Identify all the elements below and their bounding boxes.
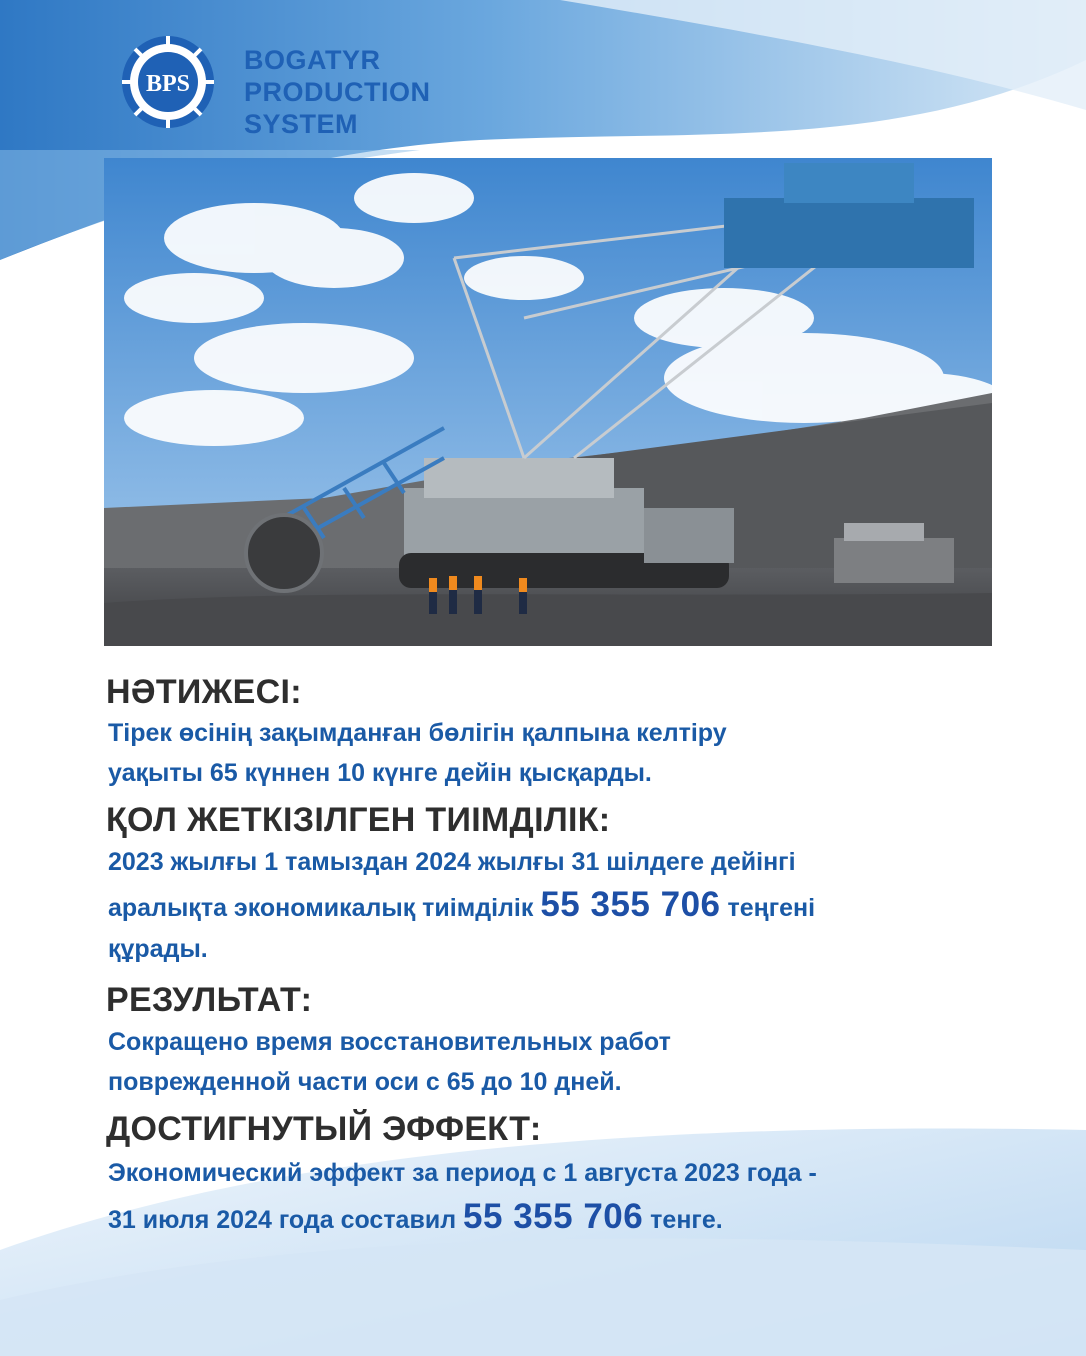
kz-effect-line-1: 2023 жылғы 1 тамыздан 2024 жылғы 31 шілдеге дейінгі [108, 848, 796, 876]
ru-effect-line-1: Экономический эффект за период с 1 августа 2023 года - [108, 1159, 817, 1187]
ru-effect-line-2-post: тенге. [650, 1206, 723, 1234]
kz-result-heading: НӘТИЖЕСІ: [106, 673, 302, 711]
logo-letters: BPS [145, 71, 191, 97]
kz-effect-heading: ҚОЛ ЖЕТКІЗІЛГЕН ТИІМДІЛІК: [106, 801, 611, 839]
ru-effect-line-2 [108, 1197, 723, 1237]
ru-result-line-2: поврежденной части оси с 65 до 10 дней. [108, 1068, 622, 1096]
bps-logo-icon [118, 32, 218, 132]
ru-effect-amount: 55 355 706 [463, 1197, 644, 1236]
ru-result-line-1: Сокращено время восстановительных работ [108, 1028, 671, 1056]
brand-line-3: SYSTEM [244, 109, 359, 139]
kz-effect-amount: 55 355 706 [540, 885, 721, 924]
kz-result-line-2: уақыты 65 күннен 10 күнге дейін қысқарды. [108, 759, 652, 787]
brand-name [244, 44, 431, 140]
excavator-photo [104, 158, 992, 646]
brand-line-2: PRODUCTION [244, 77, 431, 107]
kz-effect-line-2-post: теңгені [727, 894, 816, 922]
kz-effect-line-2-pre: аралықта экономикалық тиімділік [108, 894, 534, 922]
ru-result-heading: РЕЗУЛЬТАТ: [106, 981, 313, 1019]
kz-effect-line-3: құрады. [108, 935, 208, 963]
ru-effect-line-2-pre: 31 июля 2024 года составил [108, 1206, 457, 1234]
brand-line-1: BOGATYR [244, 45, 381, 75]
kz-result-line-1: Тірек өсінің зақымданған бөлігін қалпына келтіру [108, 719, 727, 747]
ru-effect-heading: ДОСТИГНУТЫЙ ЭФФЕКТ: [106, 1110, 542, 1148]
kz-effect-line-2 [108, 885, 816, 925]
